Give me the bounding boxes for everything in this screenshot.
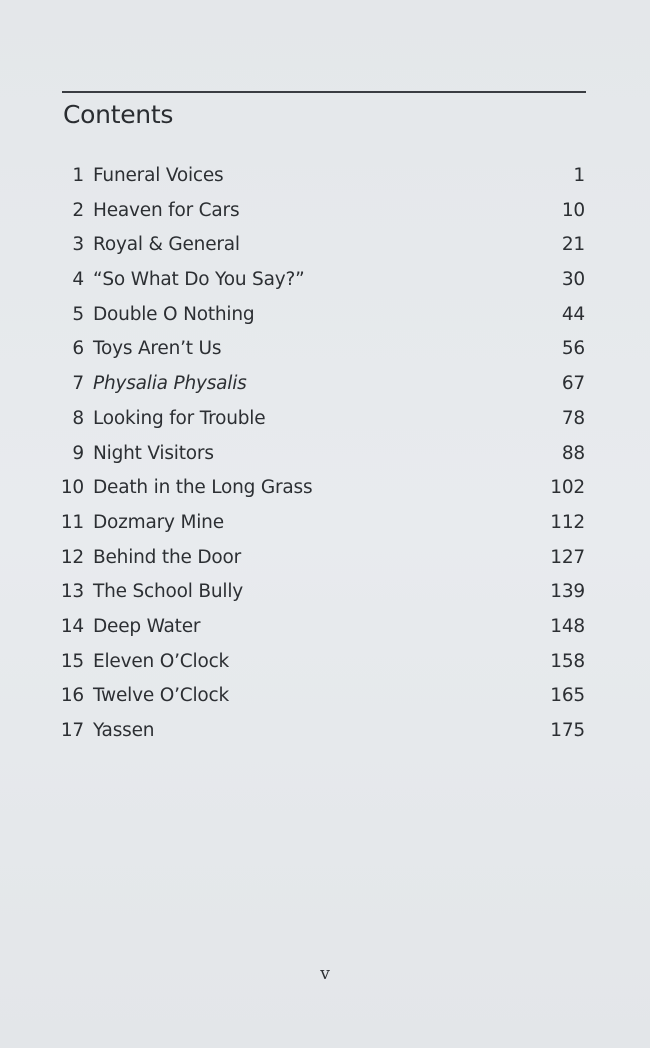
chapter-page-number: 44: [561, 303, 585, 325]
chapter-title: Yassen: [93, 720, 155, 741]
toc-entry: [52, 714, 585, 749]
chapter-title: Toys Aren’t Us: [93, 338, 222, 360]
toc-entry: [52, 228, 585, 263]
chapter-title: Dozmary Mine: [93, 511, 224, 533]
toc-entry: [52, 437, 585, 472]
chapter-title: Looking for Trouble: [93, 407, 266, 429]
toc-entry: [52, 679, 585, 714]
chapter-title: “So What Do You Say?”: [93, 269, 305, 291]
chapter-number: 9: [72, 442, 84, 464]
chapter-page-number: 112: [550, 511, 585, 533]
chapter-page-number: 30: [561, 269, 585, 291]
chapter-number: 7: [72, 373, 84, 395]
toc-entry: [52, 506, 585, 541]
chapter-page-number: 158: [550, 650, 585, 672]
chapter-title: Eleven O’Clock: [93, 650, 230, 672]
toc-entry: [52, 263, 585, 298]
chapter-title: Royal & General: [93, 234, 240, 256]
chapter-page-number: 148: [550, 615, 585, 637]
toc-entry: [52, 402, 585, 437]
chapter-page-number: 56: [561, 338, 585, 360]
toc-entry: [52, 298, 585, 333]
chapter-page-number: 10: [561, 199, 585, 221]
chapter-number: 2: [72, 199, 84, 221]
chapter-number: 14: [60, 615, 84, 637]
chapter-number: 8: [72, 407, 84, 429]
chapter-page-number: 175: [550, 720, 585, 741]
chapter-number: 4: [72, 269, 84, 291]
chapter-number: 13: [60, 581, 84, 603]
toc-entry: [52, 367, 585, 402]
chapter-page-number: 67: [561, 373, 585, 395]
chapter-title: Night Visitors: [93, 442, 214, 464]
chapter-number: 3: [72, 234, 84, 256]
contents-heading: Contents: [63, 100, 174, 129]
chapter-page-number: 88: [561, 442, 585, 464]
chapter-number: 6: [72, 338, 84, 360]
chapter-number: 12: [60, 546, 84, 568]
chapter-title: Behind the Door: [93, 546, 242, 568]
chapter-title: Double O Nothing: [93, 303, 255, 325]
chapter-number: 15: [60, 650, 84, 672]
chapter-number: 10: [60, 477, 84, 499]
table-of-contents: [52, 159, 585, 749]
toc-entry: [52, 194, 585, 229]
chapter-title: Funeral Voices: [93, 165, 224, 186]
chapter-number: 17: [60, 720, 84, 741]
chapter-number: 5: [72, 303, 84, 325]
chapter-title: Physalia Physalis: [93, 373, 247, 395]
toc-entry: [52, 575, 585, 610]
chapter-page-number: 165: [550, 685, 585, 707]
toc-entry: [52, 332, 585, 367]
page-number: v: [320, 964, 330, 984]
toc-entry: [52, 159, 585, 194]
heading-rule: [62, 91, 586, 93]
chapter-page-number: 102: [550, 477, 585, 499]
toc-entry: [52, 645, 585, 680]
chapter-title: The School Bully: [93, 581, 244, 603]
chapter-title: Heaven for Cars: [93, 199, 240, 221]
chapter-number: 1: [72, 165, 84, 186]
chapter-title: Deep Water: [93, 615, 201, 637]
chapter-title: Twelve O’Clock: [93, 685, 230, 707]
chapter-title: Death in the Long Grass: [93, 477, 313, 499]
chapter-page-number: 21: [561, 234, 585, 256]
chapter-page-number: 127: [550, 546, 585, 568]
chapter-page-number: 139: [550, 581, 585, 603]
chapter-number: 11: [60, 511, 84, 533]
chapter-page-number: 78: [561, 407, 585, 429]
toc-entry: [52, 471, 585, 506]
chapter-page-number: 1: [573, 165, 585, 186]
chapter-number: 16: [60, 685, 84, 707]
toc-entry: [52, 610, 585, 645]
toc-entry: [52, 541, 585, 576]
